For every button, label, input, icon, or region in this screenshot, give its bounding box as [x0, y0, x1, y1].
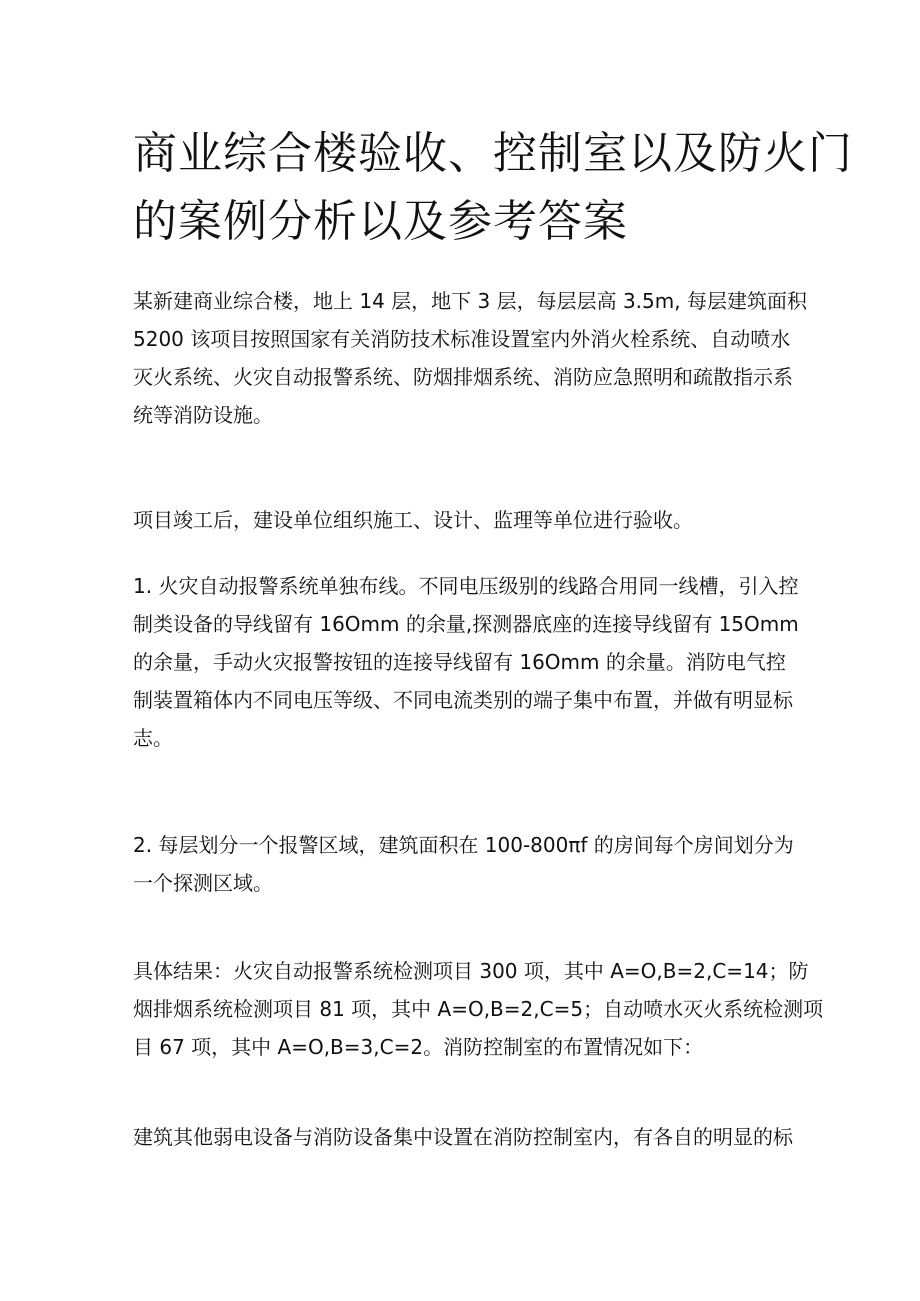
text-line: 某新建商业综合楼，地上 14 层，地下 3 层，每层层高 3.5m, 每层建筑面积 — [133, 289, 807, 313]
paragraph-acceptance — [133, 501, 803, 539]
paragraph-results — [133, 952, 824, 1066]
text-line: 一个探测区域。 — [133, 871, 273, 895]
text-line: 目 67 项，其中 A=O,B=3,C=2。消防控制室的布置情况如下： — [133, 1035, 704, 1059]
text-line: 制装置箱体内不同电压等级、不同电流类别的端子集中布置，并做有明显标 — [133, 688, 793, 712]
text-line: 建筑其他弱电设备与消防设备集中设置在消防控制室内，有各自的明显的标 — [133, 1125, 793, 1149]
text-line: 2. 每层划分一个报警区域，建筑面积在 100-800πf 的房间每个房间划分为 — [133, 833, 794, 857]
paragraph-control-room — [133, 1118, 803, 1156]
text-line: 志。 — [133, 726, 173, 750]
text-line: 灭火系统、火灾自动报警系统、防烟排烟系统、消防应急照明和疏散指示系 — [133, 365, 793, 389]
text-line: 的余量，手动火灾报警按钮的连接导线留有 16Omm 的余量。消防电气控 — [133, 650, 786, 674]
text-line: 制类设备的导线留有 16Omm 的余量,探测器底座的连接导线留有 15Omm — [133, 612, 799, 636]
paragraph-item-2 — [133, 826, 803, 902]
text-line: 统等消防设施。 — [133, 403, 273, 427]
paragraph-project-overview — [133, 282, 807, 434]
text-line: 烟排烟系统检测项目 81 项，其中 A=O,B=2,C=5；自动喷水灭火系统检测项 — [133, 997, 824, 1021]
title-line: 的案例分析以及参考答案 — [133, 196, 628, 247]
paragraph-item-1 — [133, 567, 803, 757]
text-line: 具体结果：火灾自动报警系统检测项目 300 项，其中 A=O,B=2,C=14；防 — [133, 959, 809, 983]
text-line: 5200 该项目按照国家有关消防技术标准设置室内外消火栓系统、自动喷水 — [133, 327, 791, 351]
document-title — [133, 120, 853, 256]
text-line: 1. 火灾自动报警系统单独布线。不同电压级别的线路合用同一线槽，引入控 — [133, 574, 799, 598]
title-line: 商业综合楼验收、控制室以及防火门 — [133, 128, 853, 179]
text-line: 项目竣工后，建设单位组织施工、设计、监理等单位进行验收。 — [133, 508, 693, 532]
